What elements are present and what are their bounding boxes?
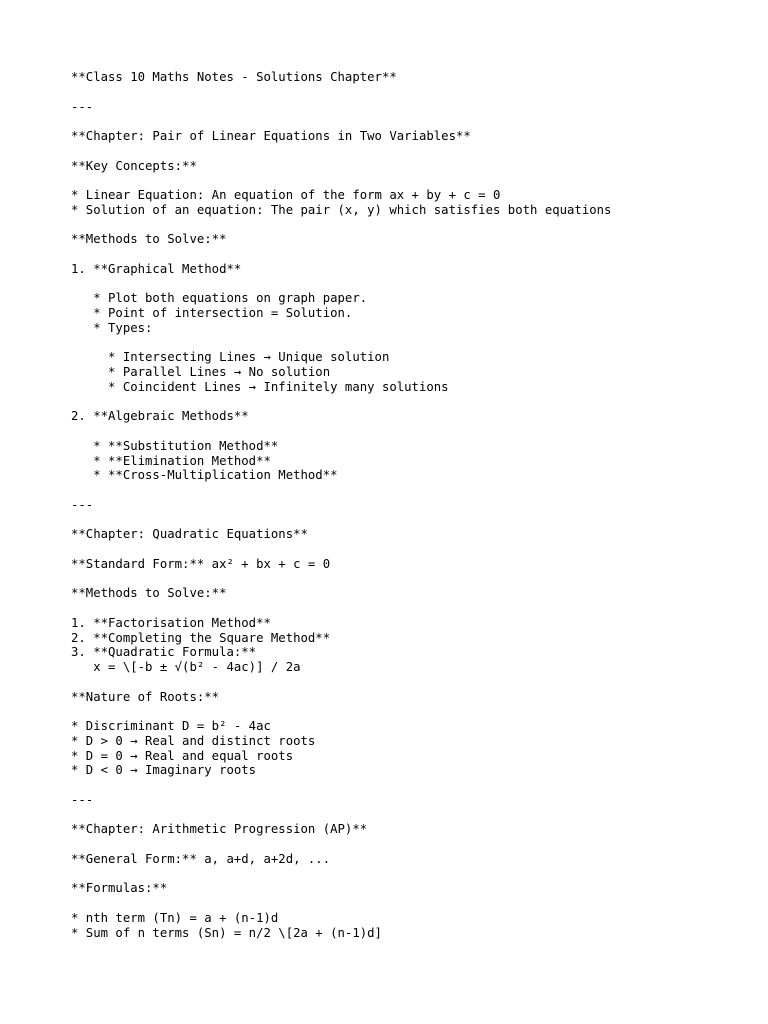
blank-line xyxy=(71,778,751,793)
chapter-heading-quadratic-equations: **Chapter: Quadratic Equations** xyxy=(71,527,308,542)
bullet-item: * **Elimination Method** xyxy=(71,453,271,468)
chapter-heading-arithmetic-progression: **Chapter: Arithmetic Progression (AP)** xyxy=(71,822,368,837)
bullet-item: * Plot both equations on graph paper. xyxy=(71,291,368,306)
blank-line xyxy=(71,896,751,911)
numbered-item: 1. **Factorisation Method** xyxy=(71,615,271,630)
bullet-item: * **Substitution Method** xyxy=(71,438,279,453)
blank-line xyxy=(71,808,751,823)
sub-bullet-item: * Parallel Lines → No solution xyxy=(71,365,331,379)
section-heading-methods: **Methods to Solve:** xyxy=(71,232,227,247)
general-form-line: **General Form:** a, a+d, a+2d, ... xyxy=(71,851,331,866)
blank-line xyxy=(71,114,751,129)
numbered-item: 1. **Graphical Method** xyxy=(71,261,242,276)
blank-line xyxy=(71,675,751,690)
blank-line xyxy=(71,513,751,528)
blank-line xyxy=(71,572,751,587)
section-heading-nature-of-roots: **Nature of Roots:** xyxy=(71,689,220,704)
blank-line xyxy=(71,247,751,262)
chapter-heading-linear-equations: **Chapter: Pair of Linear Equations in Two Variables** xyxy=(71,129,471,143)
blank-line xyxy=(71,395,751,410)
divider: --- xyxy=(71,99,94,114)
bullet-item: * Sum of n terms (Sn) = n/2 \[2a + (n-1)d] xyxy=(71,925,382,940)
blank-line xyxy=(71,85,751,100)
blank-line xyxy=(71,218,751,233)
blank-line xyxy=(71,336,751,351)
section-heading-key-concepts: **Key Concepts:** xyxy=(71,158,197,173)
bullet-item: * D > 0 → Real and distinct roots xyxy=(71,733,316,748)
bullet-item: * D = 0 → Real and equal roots xyxy=(71,748,294,763)
blank-line xyxy=(71,424,751,439)
sub-bullet-item: * Coincident Lines → Infinitely many solutions xyxy=(71,379,449,394)
blank-line xyxy=(71,867,751,882)
bullet-item: * D < 0 → Imaginary roots xyxy=(71,763,257,778)
divider: --- xyxy=(71,497,94,512)
section-heading-methods: **Methods to Solve:** xyxy=(71,586,227,601)
blank-line xyxy=(71,173,751,188)
formula-line: x = \[-b ± √(b² - 4ac)] / 2a xyxy=(71,660,301,674)
bullet-item: * Linear Equation: An equation of the form ax + by + c = 0 xyxy=(71,188,501,202)
numbered-item: 2. **Algebraic Methods** xyxy=(71,409,249,424)
bullet-item: * **Cross-Multiplication Method** xyxy=(71,468,338,483)
blank-line xyxy=(71,483,751,498)
blank-line xyxy=(71,837,751,852)
standard-form-line: **Standard Form:** ax² + bx + c = 0 xyxy=(71,556,331,571)
blank-line xyxy=(71,277,751,292)
numbered-item: 2. **Completing the Square Method** xyxy=(71,630,331,645)
blank-line xyxy=(71,704,751,719)
bullet-item: * nth term (Tn) = a + (n-1)d xyxy=(71,910,279,925)
sub-bullet-item: * Intersecting Lines → Unique solution xyxy=(71,350,390,365)
document-title: **Class 10 Maths Notes - Solutions Chapter** xyxy=(71,70,397,84)
bullet-item: * Solution of an equation: The pair (x, y) which satisfies both equations xyxy=(71,202,612,217)
numbered-item: 3. **Quadratic Formula:** xyxy=(71,645,257,660)
bullet-item: * Discriminant D = b² - 4ac xyxy=(71,719,271,733)
blank-line xyxy=(71,601,751,616)
blank-line xyxy=(71,144,751,159)
bullet-item: * Point of intersection = Solution. xyxy=(71,306,353,320)
bullet-item: * Types: xyxy=(71,320,153,335)
blank-line xyxy=(71,542,751,557)
document-body xyxy=(71,70,751,940)
divider: --- xyxy=(71,792,94,807)
section-heading-formulas: **Formulas:** xyxy=(71,881,168,896)
